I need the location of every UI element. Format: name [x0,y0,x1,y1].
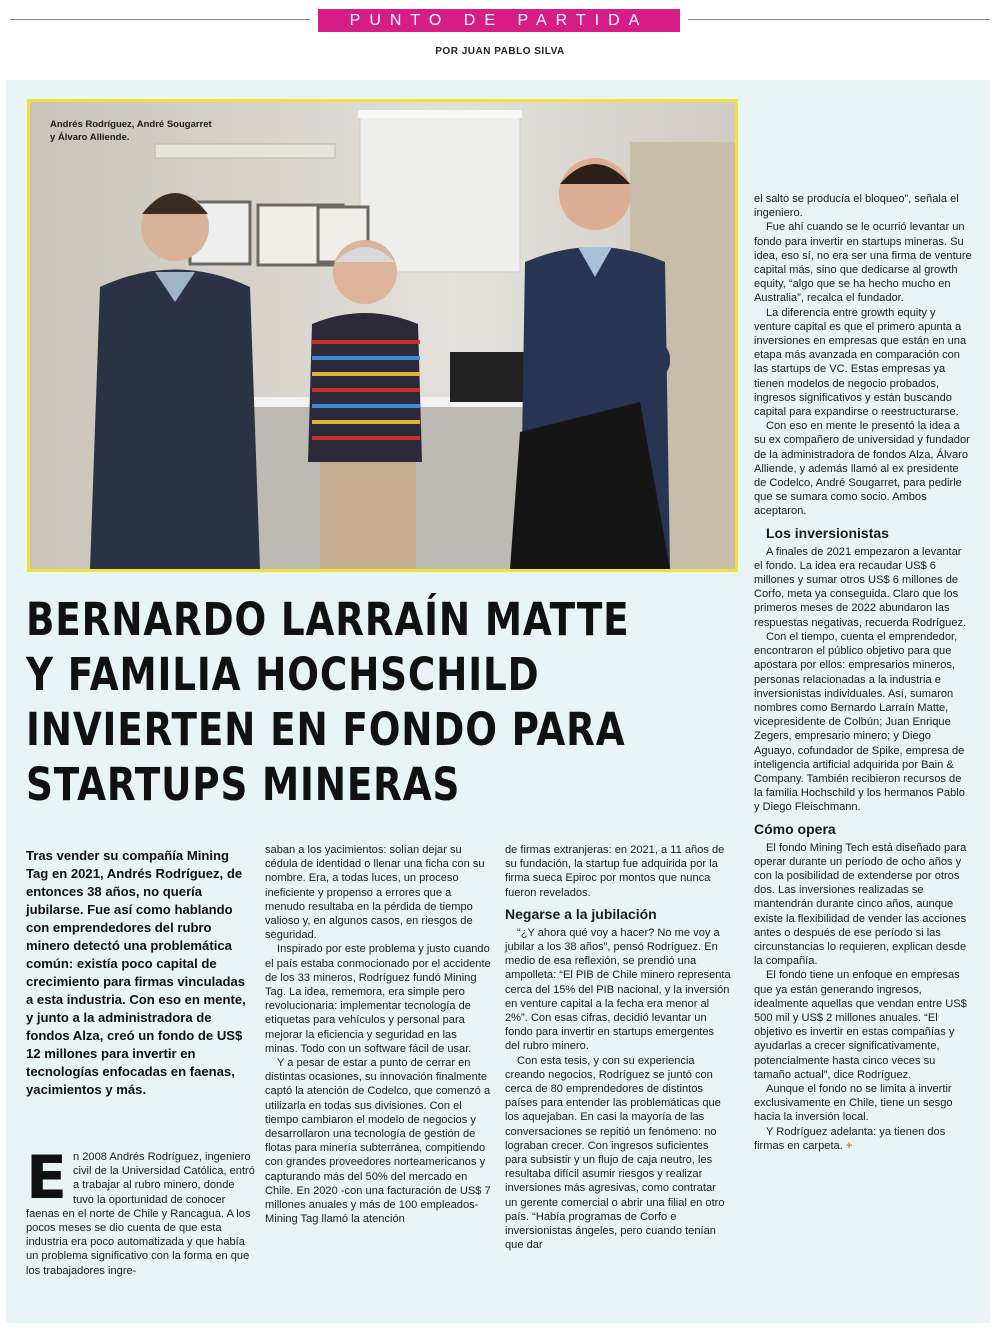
article-photo [27,99,738,572]
body-paragraph: el salto se producía el bloqueo”, señala el ingeniero. [754,193,959,220]
body-paragraph: Con esta tesis, y con su experiencia creando negocios, Rodríguez se juntó con cerca de 80 emprendedores de distintos países para entender las problemáticas que los aquejaban. En casi la mayoría de las conversaciones se repitió un fenómeno: no lograban crecer. Con ingresos suficientes para subsistir y un flujo de caja neutro, les resultaba difícil asumir riesgos y realizar inversiones más agresivas, como contratar un gerente comercial o abrir una filial en otro país. “Había programas de Corfo e inversionistas ángeles, pero cuando tenían que dar [505,1054,725,1252]
lead-paragraph: Tras vender su compañía Mining Tag en 2021, Andrés Rodríguez, de entonces 38 años, no quería jubilarse. Fue así como hablando con emprendedores del rubro minero detectó una problemática común: existía poco capital de crecimiento para firmas vinculadas a esta industria. Con eso en mente, y junto a la administradora de fondos Alza, creó un fondo de US$ 12 millones para invertir en tecnologías enfocadas en faenas, yacimientos y más. [26,848,246,1097]
subhead-jubilacion: Negarse a la jubilación [505,905,657,922]
headline-line1: BERNARDO LARRAÍN MATTE [26,593,630,646]
body-paragraph: Con el tiempo, cuenta el emprendedor, encontraron el público objetivo para que apostara por ellos: empresarios mineros, personas relacionadas a la industria e inversionistas individuales. Así, sumaron nombres como Bernardo Larraín Matte, vicepresidente de Colbún; Juan Enrique Zegers, empresario minero; y Diego Aguayo, cofundador de Spike, empresa de inteligencia artificial adquirida por Bain & Company. También recibieron recursos de la familia Hochschild y los hermanos Pablo y Diego Fleischmann. [754,630,965,814]
body-paragraph: Y a pesar de estar a punto de cerrar en distintas ocasiones, su innovación finalmente captó la atención de Codelco, que comenzó a utilizarla en todas sus divisiones. Con el tiempo cambiaron el modelo de negocios y desarrollaron una tecnología de gestión de flotas para minería subterránea, compitiendo con grandes proveedores norteamericanos y capturando más del 50% del mercado en Chile. En 2020 -con una facturación de US$ 7 millones anuales y más de 100 empleados- Mining Tag llamó la atención [265,1057,491,1226]
end-mark: + [845,1139,853,1152]
photo-caption-line1: Andrés Rodríguez, André Sougarret [50,119,212,130]
body-paragraph: n 2008 Andrés Rodríguez, ingeniero civil de la Universidad Católica, entró a trabajar al rubro minero, donde tuvo la oportunidad de conocer faenas en el norte de Chile y Rancagua. A los pocos meses se dio cuenta de que esta industria era poco automatizada y que había un problema significativo con la forma en que los trabajadores ingre- [26,1151,255,1277]
body-paragraph: El fondo Mining Tech está diseñado para operar durante un período de ocho años y con la posibilidad de extenderse por otros dos. Las inversiones realizadas se mantendrán durante cinco años, aunque existe la flexibilidad de vender las acciones antes o después de ese período si las circunstancias lo requieren, explican desde la compañía. [754,841,967,968]
body-column-2 [265,843,491,1226]
header-rule-right [688,19,990,20]
body-paragraph: de firmas extranjeras: en 2021, a 11 años de su fundación, la startup fue adquirida por la firma sueca Epiroc por montos que nunca fueron revelados. [505,844,725,899]
body-paragraph: Aunque el fondo no se limita a invertir exclusivamente en Chile, tiene un sesgo hacia la inversión local. [754,1082,953,1124]
body-paragraph: saban a los yacimientos: solían dejar su cédula de identidad o llenar una ficha con su nombre. Era, a todas luces, un proceso ineficiente y propenso a errores que a menudo resultaba en la pérdida de tiempo valioso y, en algunos casos, en riesgos de seguridad. [265,844,485,942]
body-paragraph: “¿Y ahora qué voy a hacer? No me voy a jubilar a los 38 años”, pensó Rodríguez. En medio de esa reflexión, se prendió una ampolleta: “El PIB de Chile minero representa cerca del 15% del PIB nacional, y la inversión en venture capital a la fecha era menor al 2%”. Con esas cifras, decidió levantar un fondo para invertir en startups emergentes del rubro minero. [505,926,731,1053]
subhead-como-opera: Cómo opera [754,820,836,837]
headline-line3: INVIERTEN EN FONDO PARA [26,703,626,756]
photo-caption [50,118,212,144]
section-tag: PUNTO DE PARTIDA [318,9,680,32]
body-paragraph: A finales de 2021 empezaron a levantar el fondo. La idea era recaudar US$ 6 millones y sumar otros US$ 6 millones de Corfo, meta ya conseguida. Claro que los primeros meses de 2022 abundaron las respuestas negativas, recuerda Rodríguez. [754,545,967,629]
body-column-4 [754,192,972,1153]
subhead-inversionistas: Los inversionistas [766,524,889,541]
body-paragraph-last [754,1125,972,1153]
body-column-3 [505,843,731,1252]
body-column-1 [26,1143,256,1278]
drop-cap: E [26,1143,67,1213]
photo-illustration [30,102,735,569]
headline-line2: Y FAMILIA HOCHSCHILD [26,648,540,701]
photo-caption-line2: y Álvaro Alliende. [50,132,130,143]
byline: POR JUAN PABLO SILVA [435,46,565,57]
last-paragraph-text: Y Rodríguez adelanta: ya tienen dos firmas en carpeta. [754,1125,946,1152]
body-paragraph: El fondo tiene un enfoque en empresas que ya están generando ingresos, idealmente aquellas que vendan entre US$ 500 mil y US$ 2 millones anuales. “El objetivo es invertir en estas compañías y ayudarlas a crecer significativamente, potencialmente hasta cinco veces su tamaño actual”, dice Rodríguez. [754,969,967,1081]
body-paragraph: Inspirado por este problema y justo cuando el país estaba conmocionado por el accidente de los 33 mineros, Rodríguez fundó Mining Tag. La idea, rememora, era simple pero revolucionaria: implementar tecnología de etiquetas para vehículos y personal para mejorar la eficiencia y seguridad en las minas. Todo con un software fácil de usar. [265,943,491,1055]
headline-line4: STARTUPS MINERAS [26,758,461,811]
header-rule-left [10,19,310,20]
body-paragraph: Fue ahí cuando se le ocurrió levantar un fondo para invertir en startups mineras. Su idea, eso sí, no era ser una firma de venture capital más, sino que dedicarse al growth equity, “algo que se ha hecho mucho en Australia”, recalca el fundador. [754,221,972,305]
body-paragraph: La diferencia entre growth equity y venture capital es que el primero apunta a inversiones en empresas que están en una etapa más avanzada en comparación con las startups de VC. Estas empresas ya tienen modelos de negocio probados, ingresos significativos y están buscando capital para expandirse o reestructurarse. [754,306,967,419]
body-paragraph: Con eso en mente le presentó la idea a su ex compañero de universidad y fundador de la administradora de fondos Alza, Álvaro Alliende, y además llamó al ex presidente de Codelco, André Sougarret, para pedirle que se sumara como socio. Ambos aceptaron. [754,420,970,518]
headline [26,592,630,812]
